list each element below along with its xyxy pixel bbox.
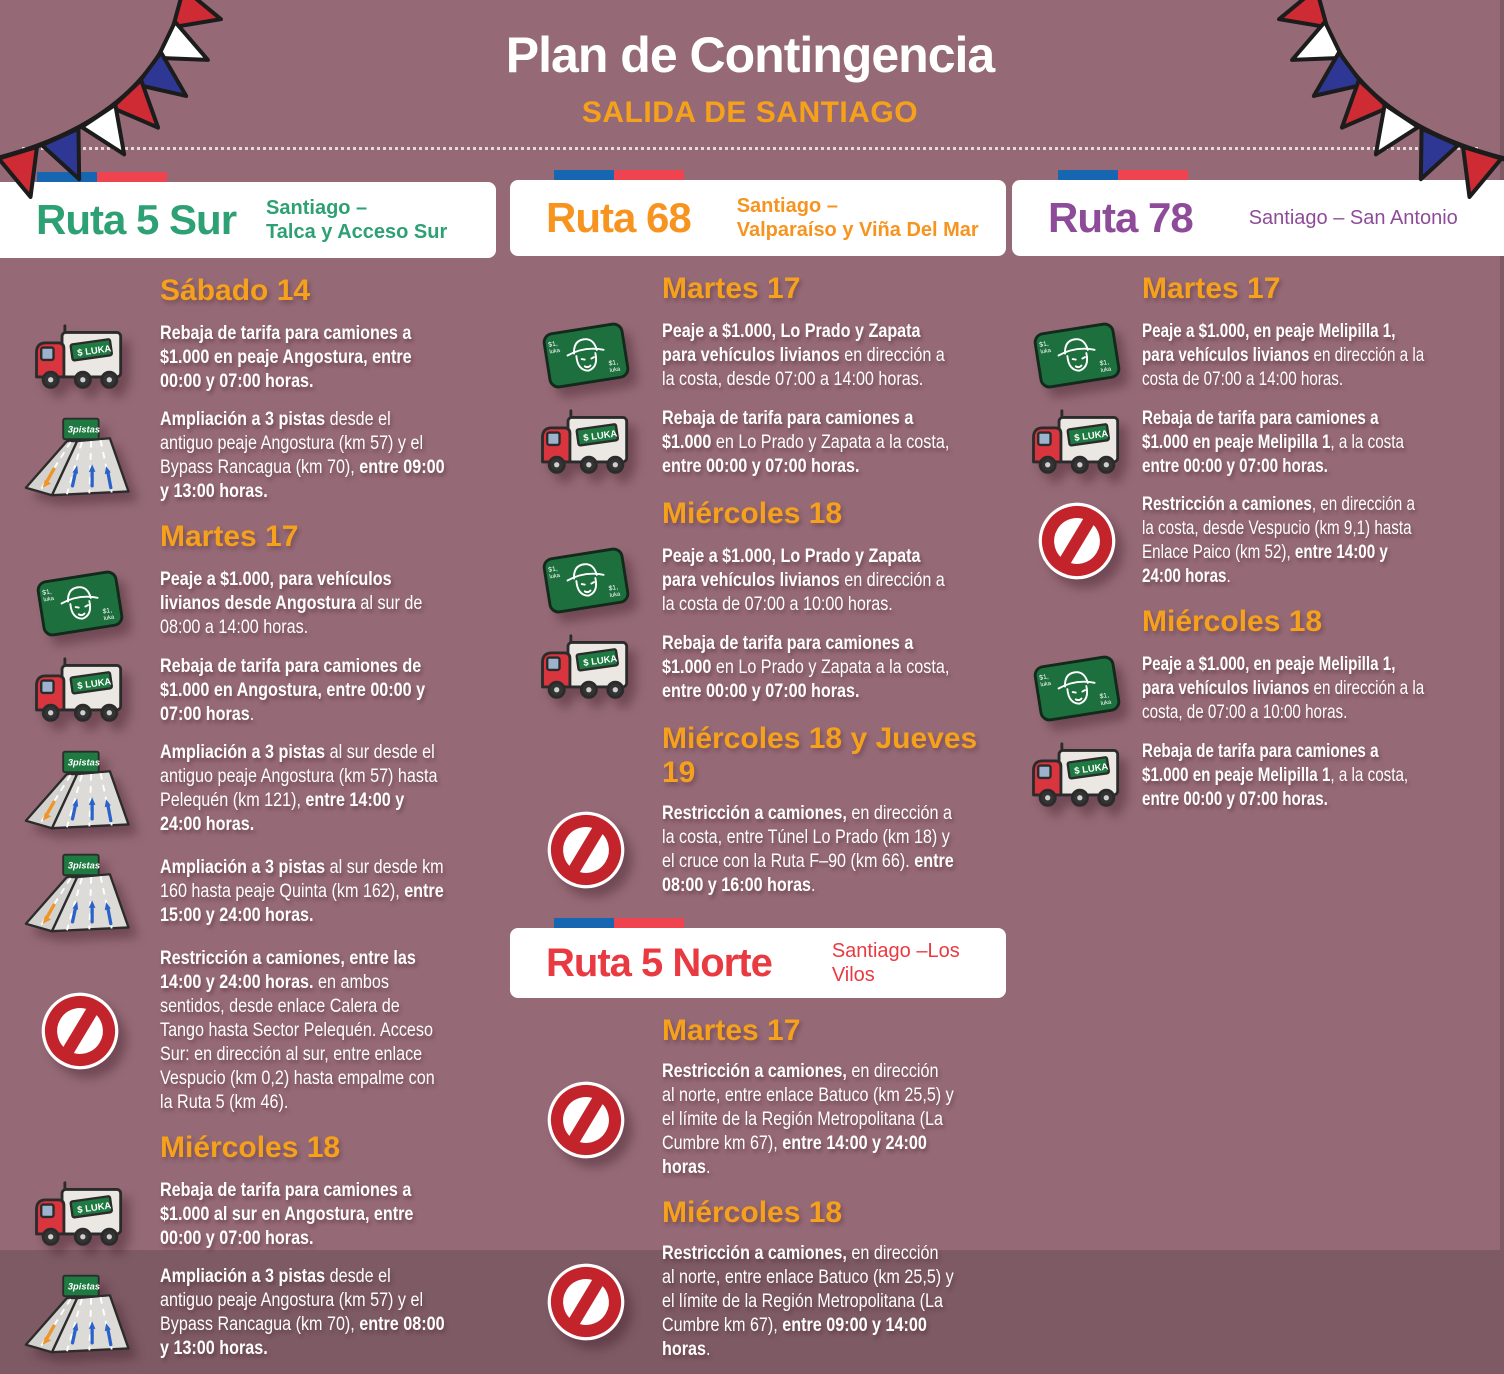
text-segment: Rebaja de tarifa para camiones a $1.000 en peaje Melipilla 1 xyxy=(1142,408,1379,453)
advisory-item xyxy=(0,1177,496,1253)
chile-flag-chip xyxy=(554,170,684,180)
truck-icon xyxy=(28,320,132,396)
icon-cell xyxy=(510,1259,662,1345)
toll-card-icon xyxy=(1029,318,1125,393)
text-segment: entre 00:00 y 07:00 horas. xyxy=(1142,456,1328,477)
icon-cell xyxy=(0,746,160,832)
text-segment: al sur desde el antiguo peaje Angostura (km 57) hasta Pelequén (km 121), xyxy=(160,742,438,811)
advisory-item xyxy=(510,630,1006,706)
advisory-item xyxy=(510,802,1006,898)
no-entry-icon xyxy=(37,988,123,1074)
pennant-banner-left xyxy=(0,0,232,204)
truck-icon xyxy=(534,405,638,481)
icon-cell xyxy=(0,653,160,729)
text-segment: Ampliación a 3 pistas xyxy=(160,409,330,430)
icon-cell xyxy=(0,988,160,1074)
advisory-text xyxy=(662,407,954,479)
chile-flag-chip xyxy=(554,918,684,928)
route-title: Ruta 78 xyxy=(1048,194,1193,241)
text-segment: en dirección a la costa, de 07:00 a 10:00 horas. xyxy=(1142,677,1425,723)
text-segment: entre 00:00 y 07:00 horas. xyxy=(1142,789,1328,810)
text-segment: en Lo Prado y Zapata a la costa, xyxy=(715,657,950,678)
advisory-item xyxy=(0,849,496,935)
text-segment: Peaje a $1.000, Lo Prado y Zapata para vehículos livianos xyxy=(662,545,921,591)
advisory-item xyxy=(0,408,496,504)
no-entry-icon xyxy=(543,1077,629,1163)
text-segment: Restricción a camiones, entre las 14:00 y 24:00 horas. xyxy=(160,948,416,993)
icon-cell xyxy=(510,543,662,618)
advisory-text xyxy=(662,632,954,704)
text-segment: Rebaja de tarifa para camiones a $1.000 en peaje Melipilla 1 xyxy=(1142,741,1379,786)
text-segment: entre 15:00 y 24:00 horas. xyxy=(160,881,444,926)
advisory-item xyxy=(0,947,496,1115)
route-subtitle xyxy=(737,194,979,243)
text-segment: . xyxy=(811,875,816,896)
pennant-banner-right xyxy=(1268,0,1504,204)
advisory-item xyxy=(0,653,496,729)
text-segment: Rebaja de tarifa para camiones a $1.000 en peaje Angostura, entre 00:00 y 07:00 horas. xyxy=(160,323,412,392)
text-segment: Rebaja de tarifa para camiones a $1.000 xyxy=(662,633,914,678)
chip-blue xyxy=(554,918,614,928)
chile-flag-chip xyxy=(1058,170,1188,180)
text-segment: Rebaja de tarifa para camiones de $1.000 en Angostura, entre 00:00 y 07:00 horas xyxy=(160,656,426,725)
advisory-item xyxy=(1012,738,1500,814)
advisory-item xyxy=(1012,405,1500,481)
day-heading: Sábado 14 xyxy=(160,274,311,307)
day-heading: Miércoles 18 y Jueves 19 xyxy=(662,722,978,789)
text-segment: Restricción a camiones, xyxy=(662,803,852,824)
no-entry-icon xyxy=(543,807,629,893)
route-subtitle-line: Talca y Acceso Sur xyxy=(266,221,448,243)
day-heading: Martes 17 xyxy=(662,1014,801,1047)
toll-card-icon xyxy=(1029,651,1125,726)
highway-icon xyxy=(24,746,136,832)
icon-cell xyxy=(510,318,662,393)
icon-cell xyxy=(1012,318,1142,393)
day-heading: Miércoles 18 xyxy=(160,1131,341,1164)
chip-red xyxy=(614,918,684,928)
icon-cell xyxy=(510,1077,662,1163)
text-segment: , en dirección a la costa, desde Vespucio (km 9,1) hasta Enlace Paico (km 52), xyxy=(1142,494,1415,563)
text-segment: . xyxy=(705,1339,711,1360)
highway-icon xyxy=(24,413,136,499)
route-subtitle-line: Santiago – xyxy=(266,196,368,219)
advisory-text xyxy=(160,568,446,640)
icon-cell xyxy=(510,630,662,706)
day-heading: Martes 17 xyxy=(160,520,299,553)
icon-cell xyxy=(1012,738,1142,814)
advisory-text xyxy=(160,1265,446,1361)
text-segment: Restricción a camiones, xyxy=(662,1243,852,1264)
advisory-text xyxy=(1142,493,1428,589)
text-segment: Peaje a $1.000, en peaje Melipilla 1, para vehículos livianos xyxy=(1142,320,1396,366)
advisory-text xyxy=(160,655,446,727)
text-segment: en dirección a la costa de 07:00 a 10:00 horas. xyxy=(662,569,945,615)
route-header-ruta-5-norte xyxy=(510,928,1006,998)
icon-cell xyxy=(0,1270,160,1356)
text-segment: entre 08:00 y 16:00 horas xyxy=(662,851,954,896)
text-segment: entre 14:00 y 24:00 horas xyxy=(662,1133,927,1178)
text-segment: desde el antiguo peaje Angostura (km 57) y el Bypass Rancagua (km 70), xyxy=(160,409,424,478)
text-segment: en dirección a la costa, desde 07:00 a 14:00 horas. xyxy=(662,344,945,390)
text-segment: entre 09:00 y 14:00 horas xyxy=(662,1315,927,1360)
truck-icon xyxy=(1025,405,1129,481)
dotted-divider xyxy=(22,147,1478,150)
icon-cell xyxy=(0,566,160,641)
text-segment: entre 14:00 y 24:00 horas. xyxy=(160,790,405,835)
icon-cell xyxy=(1012,651,1142,726)
no-entry-icon xyxy=(543,1259,629,1345)
text-segment: entre 14:00 y 24:00 horas xyxy=(1142,542,1388,587)
truck-icon xyxy=(1025,738,1129,814)
advisory-text xyxy=(160,947,446,1115)
route-header-ruta-68 xyxy=(510,180,1006,256)
truck-icon xyxy=(28,653,132,729)
highway-icon xyxy=(24,849,136,935)
text-segment: en Lo Prado y Zapata a la costa, xyxy=(715,432,950,453)
text-segment: Rebaja de tarifa para camiones a $1.000 al sur en Angostura, entre 00:00 y 07:00 horas. xyxy=(160,1180,414,1249)
text-segment: Restricción a camiones, xyxy=(662,1061,852,1082)
advisory-item xyxy=(0,741,496,837)
advisory-item xyxy=(0,566,496,641)
advisory-item xyxy=(0,320,496,396)
icon-cell xyxy=(510,405,662,481)
advisory-text xyxy=(160,856,446,928)
day-heading: Martes 17 xyxy=(1142,272,1281,305)
column-ruta-5-sur xyxy=(0,172,496,1373)
text-segment: Rebaja de tarifa para camiones a $1.000 xyxy=(662,408,914,453)
text-segment: en dirección a la costa de 07:00 a 14:00 horas. xyxy=(1142,344,1425,390)
text-segment: en ambos sentidos, desde enlace Calera de Tango hasta Sector Pelequén. Acceso Sur: en dirección al sur, entre enlace Vespucio (km 0,2) hasta empalme con la Ruta 5 (km 46). xyxy=(160,972,435,1113)
route-subtitle-line: Santiago – xyxy=(736,194,838,217)
text-segment: entre 09:00 y 13:00 horas. xyxy=(160,457,445,502)
text-segment: Peaje a $1.000, para vehículos livianos desde Angostura xyxy=(160,568,392,614)
truck-icon xyxy=(28,1177,132,1253)
advisory-item xyxy=(1012,651,1500,726)
chip-red xyxy=(614,170,684,180)
route-subtitle: Santiago –Los Vilos xyxy=(831,939,960,986)
advisory-text xyxy=(1142,653,1428,725)
advisory-text xyxy=(662,802,954,898)
toll-card-icon xyxy=(538,318,634,393)
text-segment: en dirección al norte, entre enlace Batuco (km 25,5) y el límite de la Región Metropolitana (La Cumbre km 67), xyxy=(662,1243,954,1336)
text-segment: Ampliación a 3 pistas xyxy=(160,1266,330,1287)
advisory-item xyxy=(0,1265,496,1361)
advisory-text xyxy=(662,545,954,617)
advisory-item xyxy=(510,318,1006,393)
chip-blue xyxy=(554,170,614,180)
advisory-text xyxy=(160,408,446,504)
advisory-text xyxy=(662,1060,954,1180)
text-segment: Peaje a $1.000, en peaje Melipilla 1, para vehículos livianos xyxy=(1142,653,1396,699)
text-segment: Ampliación a 3 pistas xyxy=(160,742,330,763)
text-segment: . xyxy=(705,1157,711,1178)
day-heading: Miércoles 18 xyxy=(662,1196,843,1229)
route-subtitle: Santiago – San Antonio xyxy=(1248,206,1458,229)
advisory-text xyxy=(160,1179,446,1251)
route-title: Ruta 68 xyxy=(546,194,691,241)
route-title: Ruta 5 Sur xyxy=(36,196,237,243)
route-title: Ruta 5 Norte xyxy=(546,940,772,985)
text-segment: . xyxy=(249,704,255,725)
icon-cell xyxy=(0,1177,160,1253)
icon-cell xyxy=(1012,405,1142,481)
day-heading: Martes 17 xyxy=(662,272,801,305)
text-segment: entre 00:00 y 07:00 horas. xyxy=(662,681,860,702)
icon-cell xyxy=(510,807,662,893)
advisory-text xyxy=(1142,320,1428,392)
advisory-item xyxy=(510,543,1006,618)
column-ruta-78 xyxy=(1012,170,1500,826)
advisory-text xyxy=(1142,407,1428,479)
text-segment: al sur desde km 160 hasta peaje Quinta (km 162), xyxy=(160,857,444,902)
text-segment: entre 00:00 y 07:00 horas. xyxy=(662,456,860,477)
icon-cell xyxy=(0,413,160,499)
route-subtitle xyxy=(266,196,447,245)
icon-cell xyxy=(0,320,160,396)
text-segment: desde el antiguo peaje Angostura (km 57) y el Bypass Rancagua (km 70), xyxy=(160,1266,424,1335)
no-entry-icon xyxy=(1034,498,1120,584)
text-segment: entre 08:00 y 13:00 horas. xyxy=(160,1314,445,1359)
advisory-text xyxy=(1142,740,1428,812)
advisory-text xyxy=(662,1242,954,1362)
icon-cell xyxy=(1012,498,1142,584)
day-heading: Miércoles 18 xyxy=(662,497,843,530)
text-segment: en dirección al norte, entre enlace Batuco (km 25,5) y el límite de la Región Metropolitana (La Cumbre km 67), xyxy=(662,1061,954,1154)
page-title: Plan de Contingencia xyxy=(505,27,995,83)
text-segment: en dirección a la costa, entre Túnel Lo Prado (km 18) y el cruce con la Ruta F–90 (km 66). xyxy=(662,803,952,872)
text-segment: Restricción a camiones xyxy=(1142,494,1312,515)
page-subtitle: SALIDA DE SANTIAGO xyxy=(581,96,919,129)
text-segment: al sur de 08:00 a 14:00 horas. xyxy=(160,592,423,638)
advisory-text xyxy=(160,741,446,837)
route-subtitle-line: Valparaíso y Viña Del Mar xyxy=(736,219,979,241)
toll-card-icon xyxy=(538,543,634,618)
truck-icon xyxy=(534,630,638,706)
advisory-text xyxy=(160,322,446,394)
column-ruta-68 xyxy=(510,170,1006,1374)
advisory-text xyxy=(662,320,954,392)
advisory-item xyxy=(1012,493,1500,589)
text-segment: . xyxy=(1226,566,1231,587)
chip-blue xyxy=(1058,170,1118,180)
text-segment: , a la costa, xyxy=(1330,765,1409,786)
toll-card-icon xyxy=(32,566,128,641)
text-segment: Peaje a $1.000, Lo Prado y Zapata para vehículos livianos xyxy=(662,320,921,366)
text-segment: , a la costa xyxy=(1330,432,1404,453)
chip-red xyxy=(1118,170,1188,180)
day-heading: Miércoles 18 xyxy=(1142,605,1323,638)
text-segment: Ampliación a 3 pistas xyxy=(160,857,330,878)
icon-cell xyxy=(0,849,160,935)
advisory-item xyxy=(510,405,1006,481)
highway-icon xyxy=(24,1270,136,1356)
advisory-item xyxy=(1012,318,1500,393)
advisory-item xyxy=(510,1242,1006,1362)
advisory-item xyxy=(510,1060,1006,1180)
